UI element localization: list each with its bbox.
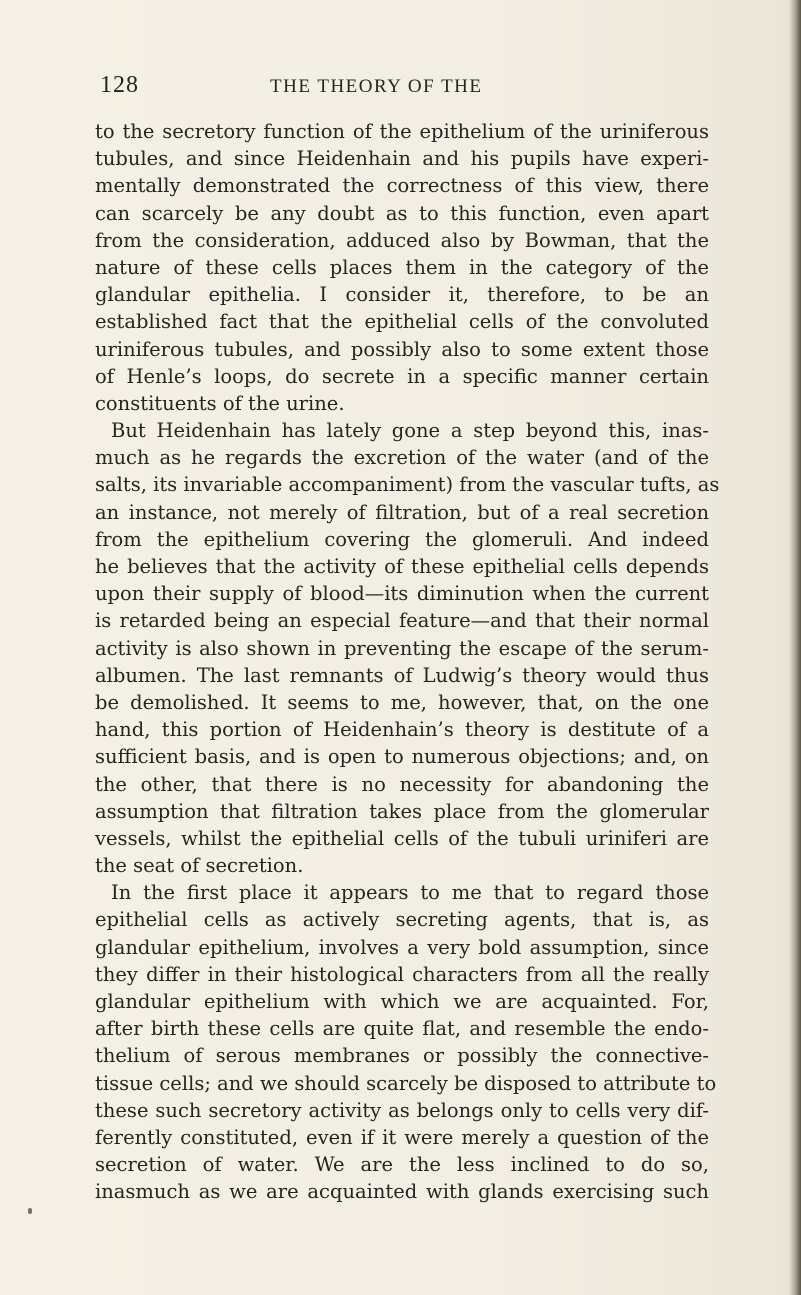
text-line: ferently constituted, even if it were merely a question of the [95, 1125, 709, 1149]
text-line: glandular epithelium, involves a very bold assumption, since [95, 935, 709, 959]
text-line: albumen. The last remnants of Ludwig’s theory would thus [95, 663, 709, 687]
text-line: to the secretory function of the epithelium of the uriniferous [95, 120, 709, 143]
text-line: glandular epithelia. I consider it, therefore, to be an [95, 283, 709, 307]
body-text [95, 118, 720, 1206]
page-number: 128 [100, 72, 139, 98]
text-line: activity is also shown in preventing the escape of the serum- [95, 636, 709, 660]
text-line: glandular epithelium with which we are acquainted. For, [95, 990, 709, 1013]
text-line: hand, this portion of Heidenhain’s theory is destitute of a [95, 718, 709, 742]
text-line: nature of these cells places them in the category of the [95, 255, 709, 279]
text-line: constituents of the urine. [95, 391, 345, 415]
text-line: these such secretory activity as belongs only to cells very dif- [95, 1098, 709, 1122]
text-line: from the epithelium covering the glomeruli. And indeed [95, 527, 709, 551]
text-line: he believes that the activity of these epithelial cells depends [95, 555, 709, 578]
text-line: is retarded being an especial feature—and that their normal [95, 609, 709, 633]
text-line: tubules, and since Heidenhain and his pupils have experi- [95, 147, 709, 171]
text-line: vessels, whilst the epithelial cells of the tubuli uriniferi are [95, 826, 709, 850]
text-line: from the consideration, adduced also by Bowman, that the [95, 228, 709, 252]
text-line: much as he regards the excretion of the water (and of the [95, 446, 709, 470]
text-line: they differ in their histological characters from all the really [95, 962, 709, 986]
text-line: of Henle’s loops, do secrete in a specific manner certain [95, 364, 709, 388]
text-line: be demolished. It seems to me, however, that, on the one [95, 690, 709, 714]
text-line: sufficient basis, and is open to numerous objections; and, on [95, 745, 709, 769]
text-line: secretion of water. We are the less inclined to do so, [95, 1153, 709, 1177]
text-line: an instance, not merely of filtration, but of a real secretion [95, 500, 709, 524]
paragraph-start: But Heidenhain has lately gone a step beyond this, inas- [111, 419, 709, 443]
text-line: can scarcely be any doubt as to this function, even apart [95, 201, 709, 225]
text-line: after birth these cells are quite flat, and resemble the endo- [95, 1017, 709, 1041]
running-head: THE THEORY OF THE [270, 76, 483, 97]
text-line: the seat of secretion. [95, 854, 304, 878]
text-line: upon their supply of blood—its diminution when the current [95, 582, 709, 606]
text-line: mentally demonstrated the correctness of this view, there [95, 174, 709, 198]
page-edge-shadow [789, 0, 801, 1295]
text-line: epithelial cells as actively secreting agents, that is, as [95, 908, 709, 932]
text-line: salts, its invariable accompaniment) from the vascular tufts, as [95, 473, 720, 497]
text-line: inasmuch as we are acquainted with glands exercising such [95, 1180, 709, 1204]
text-line: assumption that filtration takes place from the glomerular [95, 799, 709, 823]
text-line: uriniferous tubules, and possibly also to some extent those [95, 337, 709, 361]
ink-speck [28, 1208, 32, 1214]
text-line: established fact that the epithelial cells of the convoluted [95, 310, 709, 334]
text-line: tissue cells; and we should scarcely be disposed to attribute to [95, 1071, 717, 1095]
text-line: thelium of serous membranes or possibly the connective- [95, 1044, 709, 1068]
page-header [0, 72, 801, 102]
text-line: the other, that there is no necessity for abandoning the [95, 772, 709, 796]
paragraph-start: In the first place it appears to me that to regard those [111, 881, 709, 905]
